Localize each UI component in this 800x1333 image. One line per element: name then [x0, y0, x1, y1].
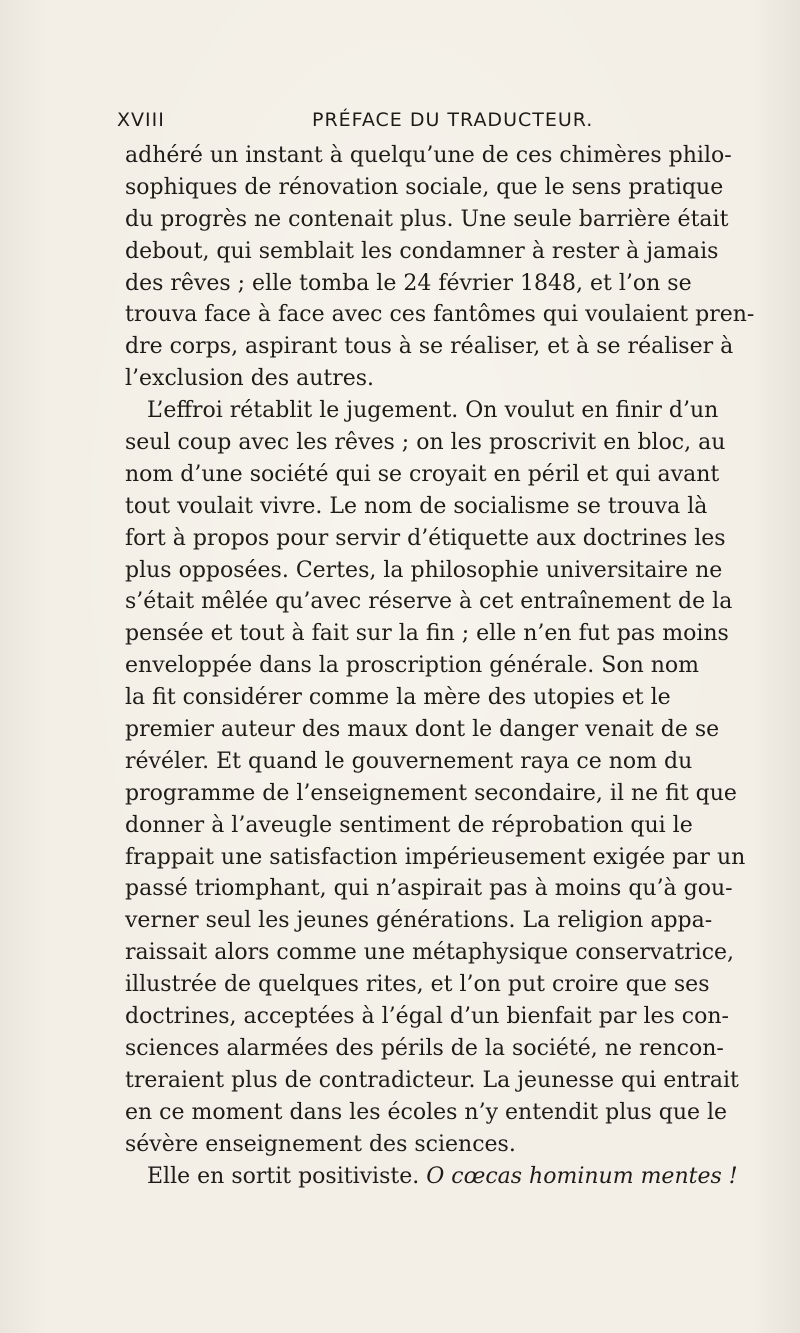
text-line: plus opposées. Certes, la philosophie universitaire ne: [125, 557, 723, 583]
text-line: sciences alarmées des périls de la société, ne rencon-: [125, 1035, 724, 1061]
text-line: illustrée de quelques rites, et l’on put croire que ses: [125, 972, 710, 998]
text-line: la fit considérer comme la mère des utopies et le: [125, 685, 671, 711]
text-line: raissait alors comme une métaphysique conservatrice,: [125, 940, 735, 966]
text-line: l’exclusion des autres.: [125, 366, 375, 392]
text-line: passé triomphant, qui n’aspirait pas à moins qu’à gou-: [125, 876, 733, 902]
text-line: s’était mêlée qu’avec réserve à cet entraînement de la: [125, 589, 733, 615]
text-line: frappait une satisfaction impérieusement exigée par un: [125, 844, 746, 870]
text-line: sévère enseignement des sciences.: [125, 1131, 516, 1157]
text-line: treraient plus de contradicteur. La jeunesse qui entrait: [125, 1067, 739, 1093]
text-line: tout voulait vivre. Le nom de socialisme se trouva là: [125, 493, 708, 519]
text-line: premier auteur des maux dont le danger venait de se: [125, 717, 720, 743]
final-sentence: Elle en sortit positiviste.: [147, 1163, 427, 1189]
text-line: trouva face à face avec ces fantômes qui voulaient pren-: [125, 302, 755, 328]
text-line: programme de l’enseignement secondaire, il ne fit que: [125, 780, 737, 806]
text-line: du progrès ne contenait plus. Une seule barrière était: [125, 206, 729, 232]
text-line: adhéré un instant à quelqu’une de ces chimères philo-: [125, 143, 732, 168]
text-line: des rêves ; elle tomba le 24 février 1848, et l’on se: [125, 270, 692, 296]
body-text: [125, 140, 800, 1192]
running-head: [117, 109, 693, 133]
text-line: fort à propos pour servir d’étiquette aux doctrines les: [125, 525, 726, 551]
latin-quote: O cœcas hominum mentes !: [426, 1163, 738, 1189]
text-line: debout, qui semblait les condamner à rester à jamais: [125, 238, 719, 264]
text-line: en ce moment dans les écoles n’y entendit plus que le: [125, 1099, 728, 1125]
text-line: pensée et tout à fait sur la fin ; elle n’en fut pas moins: [125, 621, 729, 647]
text-line: donner à l’aveugle sentiment de réprobation qui le: [125, 812, 693, 838]
text-line: nom d’une société qui se croyait en péril et qui avant: [125, 461, 720, 487]
page-number: XVIII: [117, 109, 165, 131]
running-title: PRÉFACE DU TRADUCTEUR.: [312, 109, 594, 131]
text-line: sophiques de rénovation sociale, que le sens pratique: [125, 174, 724, 200]
text-line: enveloppée dans la proscription générale. Son nom: [125, 653, 700, 679]
text-line: seul coup avec les rêves ; on les proscrivit en bloc, au: [125, 430, 726, 456]
text-line: verner seul les jeunes générations. La religion appa-: [125, 908, 713, 934]
text-line: doctrines, acceptées à l’égal d’un bienfait par les con-: [125, 1004, 729, 1030]
paragraph-start-line: L’effroi rétablit le jugement. On voulut en finir d’un: [147, 398, 719, 424]
final-paragraph-line: [125, 1161, 800, 1193]
text-line: dre corps, aspirant tous à se réaliser, et à se réaliser à: [125, 334, 734, 360]
text-line: révéler. Et quand le gouvernement raya ce nom du: [125, 748, 693, 774]
